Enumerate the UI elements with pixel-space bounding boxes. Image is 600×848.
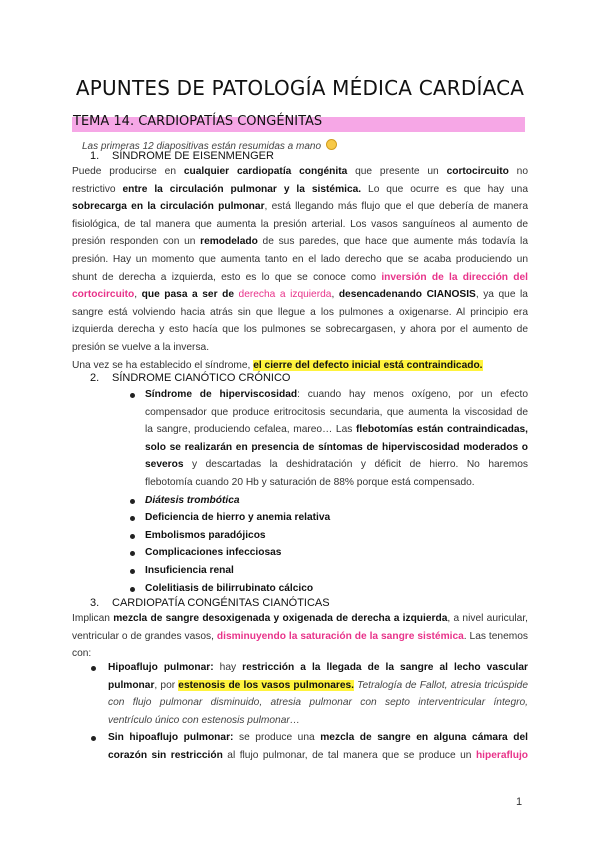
list-item: Insuficiencia renal xyxy=(145,562,528,580)
list-item: Hipoaflujo pulmonar: hay restricción a la llegada de la sangre al lecho vascular pulmonar, por estenosis de los vasos pulmonares. Tetralogía de Fallot, atresia tricúspide con flujo pulmonar disminuido, atresia pulmonar con septo interventricular íntegro, ventrículo único con estenosis pulmonar… xyxy=(108,659,528,729)
section-1-number: 1. xyxy=(90,150,100,162)
list-item: Complicaciones infecciosas xyxy=(145,544,528,562)
bullet-icon xyxy=(130,587,135,592)
bullet-icon xyxy=(130,534,135,539)
s1-line-7: shunt de derecha a izquierda, esto es lo que se conoce como inversión de la dirección del xyxy=(72,271,528,283)
s1-line-12: Una vez se ha establecido el síndrome, el cierre del defecto inicial está contraindicado. xyxy=(72,359,483,371)
list-item: Sin hipoaflujo pulmonar: se produce una mezcla de sangre en alguna cámara del corazón sin restricción al flujo pulmonar, de tal manera que se produce un hiperaflujo xyxy=(108,729,528,764)
section-2-number: 2. xyxy=(90,372,100,384)
list-item: Diátesis trombótica xyxy=(145,492,528,510)
bullet-icon xyxy=(130,569,135,574)
bullet-icon xyxy=(91,666,96,671)
s1-line-10: izquierda derecha y esto hacía que los pulmones se sobrecargasen, y ahora por el aumento de xyxy=(72,324,528,336)
s1-line-9: sangre está volviendo hacia atrás sin que llegue a los pulmones a oxigenarse. Al principio era xyxy=(72,306,528,318)
list-item: Síndrome de hiperviscosidad: cuando hay menos oxígeno, por un efecto compensador que produce eritrocitosis secundaria, que aumenta la viscosidad de la sangre, produciendo cefalea, mareo… Las flebotomías están contraindicadas, solo se realizarán en presencia de síntomas de hiperviscosidad moderados o severos y descartadas la deshidratación y déficit de hierro. No haremos flebotomía cuando 20 Hb y saturación de 88% porque está compensado. xyxy=(145,386,528,492)
s1-line-5: presión responden con un remodelado de sus paredes, que hace que aumente más todavía la xyxy=(72,236,528,248)
s1-line-3: sobrecarga en la circulación pulmonar, está llegando más flujo que el que debería de manera xyxy=(72,201,528,213)
s1-line-11: presión se vuelve a la inversa. xyxy=(72,341,210,353)
section-3-number: 3. xyxy=(90,597,100,609)
s1-line-6: presión. Hay un momento que aumenta tanto en el lado derecho que se acaba produciendo un xyxy=(72,253,528,265)
section-2-heading xyxy=(90,372,290,384)
list-item: Embolismos paradójicos xyxy=(145,527,528,545)
s1-line-4: fisiológica, de tal manera que aumenta la presión arterial. Los vasos sanguíneos al aumento de xyxy=(72,218,528,230)
section-1-paragraph xyxy=(72,163,528,374)
s1-line-2: restrictivo entre la circulación pulmonar y la sistémica. Lo que ocurre es que hay una xyxy=(72,183,528,195)
s1-line-8: cortocircuito, que pasa a ser de derecha a izquierda, desencadenando CIANOSIS, ya que la xyxy=(72,289,528,301)
section-3-list xyxy=(108,659,528,765)
bullet-icon xyxy=(130,393,135,398)
bullet-icon xyxy=(130,551,135,556)
section-3-heading xyxy=(90,597,330,609)
list-item: Colelitiasis de bilirrubinato cálcico xyxy=(145,580,528,598)
page-number: 1 xyxy=(516,796,523,808)
section-3-title: CARDIOPATÍA CONGÉNITAS CIANÓTICAS xyxy=(112,597,330,609)
s1-line-1: Puede producirse en cualquier cardiopatía congénita que presente un cortocircuito no xyxy=(72,166,528,177)
section-1-heading xyxy=(90,150,274,162)
smile-emoji-icon xyxy=(326,139,337,150)
section-1-title: SÍNDROME DE EISENMENGER xyxy=(112,150,274,162)
bullet-icon xyxy=(91,736,96,741)
bullet-icon xyxy=(130,499,135,504)
section-2-list xyxy=(145,386,528,597)
bullet-icon xyxy=(130,516,135,521)
section-3-paragraph: Implican mezcla de sangre desoxigenada y oxigenada de derecha a izquierda, a nivel auricular, ventricular o de grandes vasos, disminuyendo la saturación de la sangre sistémica. Las tenemos con: xyxy=(72,613,529,660)
list-item: Deficiencia de hierro y anemia relativa xyxy=(145,509,528,527)
section-2-title: SÍNDROME CIANÓTICO CRÓNICO xyxy=(112,372,291,384)
document-title: APUNTES DE PATOLOGÍA MÉDICA CARDÍACA xyxy=(75,76,525,100)
tema-heading: TEMA 14. CARDIOPATÍAS CONGÉNITAS xyxy=(73,114,323,129)
summary-note-text: Las primeras 12 diapositivas están resumidas a mano xyxy=(82,141,322,152)
